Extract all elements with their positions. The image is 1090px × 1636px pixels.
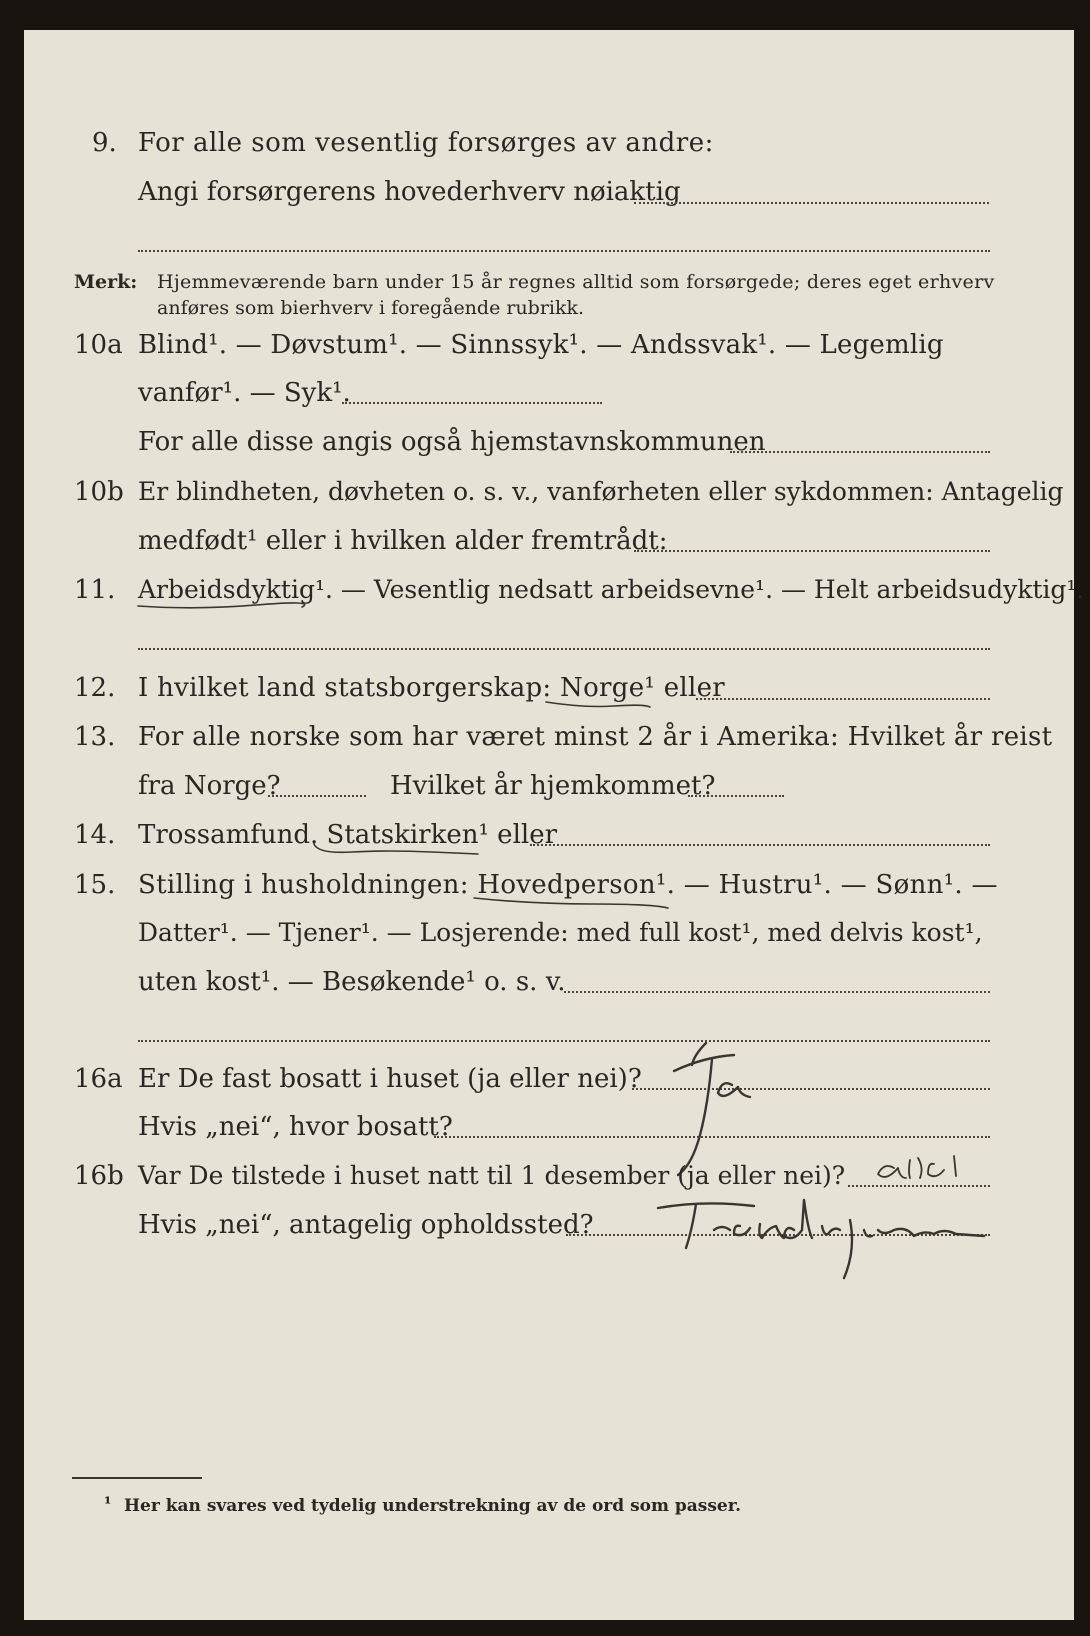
q9-answer-line2	[138, 250, 990, 252]
q16b-handwritten-nei	[864, 1138, 984, 1188]
q14-answer-line	[530, 844, 990, 846]
q9-number: 9.	[92, 128, 117, 158]
q9-line1: For alle som vesentlig forsørges av andre:	[138, 128, 714, 158]
q13-number: 13.	[74, 722, 116, 752]
q10b-number: 10b	[74, 477, 124, 507]
q15-line1: Stilling i husholdningen: Hovedperson¹. — Hustru¹. — Sønn¹. —	[138, 870, 998, 900]
q13-reist-line	[268, 795, 366, 797]
q10a-line1: Blind¹. — Døvstum¹. — Sinnssyk¹. — Andssvak¹. — Legemlig	[138, 330, 944, 360]
q16b-number: 16b	[74, 1161, 124, 1191]
q16b-line1: Var De tilstede i huset natt til 1 desember (ja eller nei)?	[138, 1161, 846, 1190]
q16a-line1: Er De fast bosatt i huset (ja eller nei)?	[138, 1064, 642, 1094]
footnote-rule	[72, 1477, 202, 1479]
q12-answer-line	[696, 698, 990, 700]
q12-line1: I hvilket land statsborgerskap: Norge¹ eller	[138, 673, 726, 703]
q15-answer-line2	[138, 1040, 990, 1042]
merk-line1: Hjemmeværende barn under 15 år regnes alltid som forsørgede; deres eget erhverv	[157, 271, 995, 293]
q16b-line2: Hvis „nei“, antagelig opholdssted?	[138, 1210, 594, 1240]
census-form-page	[24, 30, 1085, 1620]
q16b-handwritten-trondhjem	[644, 1190, 994, 1290]
q10a-answer-line	[342, 402, 602, 404]
q13-hjemkommet-line	[688, 795, 784, 797]
q12-number: 12.	[74, 673, 116, 703]
q10a-line3: For alle disse angis også hjemstavnskommunen	[138, 427, 766, 457]
q15-number: 15.	[74, 870, 116, 900]
q11-line1: Arbeidsdyktig¹. — Vesentlig nedsatt arbeidsevne¹. — Helt arbeidsudyktig¹.	[138, 575, 1085, 604]
q9-line2: Angi forsørgerens hovederhverv nøiaktig	[138, 177, 681, 207]
q14-number: 14.	[74, 820, 116, 850]
q15-line3: uten kost¹. — Besøkende¹ o. s. v.	[138, 967, 566, 997]
q13-line1: For alle norske som har været minst 2 år i Amerika: Hvilket år reist	[138, 722, 1053, 752]
q12-underline-mark	[544, 698, 654, 712]
footnote-mark: ¹	[104, 1494, 112, 1514]
q15-answer-line	[564, 991, 990, 993]
q10b-line1: Er blindheten, døvheten o. s. v., vanførheten eller sykdommen: Antagelig	[138, 477, 1064, 506]
q11-underline-mark	[136, 600, 306, 614]
footnote-text: Her kan svares ved tydelig understrekning av de ord som passer.	[124, 1496, 742, 1516]
q10b-line2: medfødt¹ eller i hvilken alder fremtrådt:	[138, 526, 668, 556]
q10a-number: 10a	[74, 330, 123, 360]
q14-underline-mark	[312, 842, 482, 858]
q11-answer-line	[138, 648, 990, 650]
merk-label: Merk:	[74, 271, 138, 293]
q15-underline-mark	[472, 894, 672, 910]
q10a-hjemstavn-line	[730, 451, 990, 453]
q14-line1: Trossamfund. Statskirken¹ eller	[138, 820, 558, 850]
q10a-line2: vanfør¹. — Syk¹.	[138, 378, 351, 408]
q16a-line2: Hvis „nei“, hvor bosatt?	[138, 1112, 453, 1142]
q11-number: 11.	[74, 575, 116, 605]
q13-line2a: fra Norge?	[138, 771, 281, 801]
q13-line2b: Hvilket år hjemkommet?	[390, 771, 716, 801]
q15-line2: Datter¹. — Tjener¹. — Losjerende: med full kost¹, med delvis kost¹,	[138, 918, 983, 947]
q16a-number: 16a	[74, 1064, 123, 1094]
merk-line2: anføres som bierhverv i foregående rubrikk.	[157, 297, 585, 319]
q10b-answer-line	[634, 550, 990, 552]
q9-answer-line	[634, 202, 989, 204]
